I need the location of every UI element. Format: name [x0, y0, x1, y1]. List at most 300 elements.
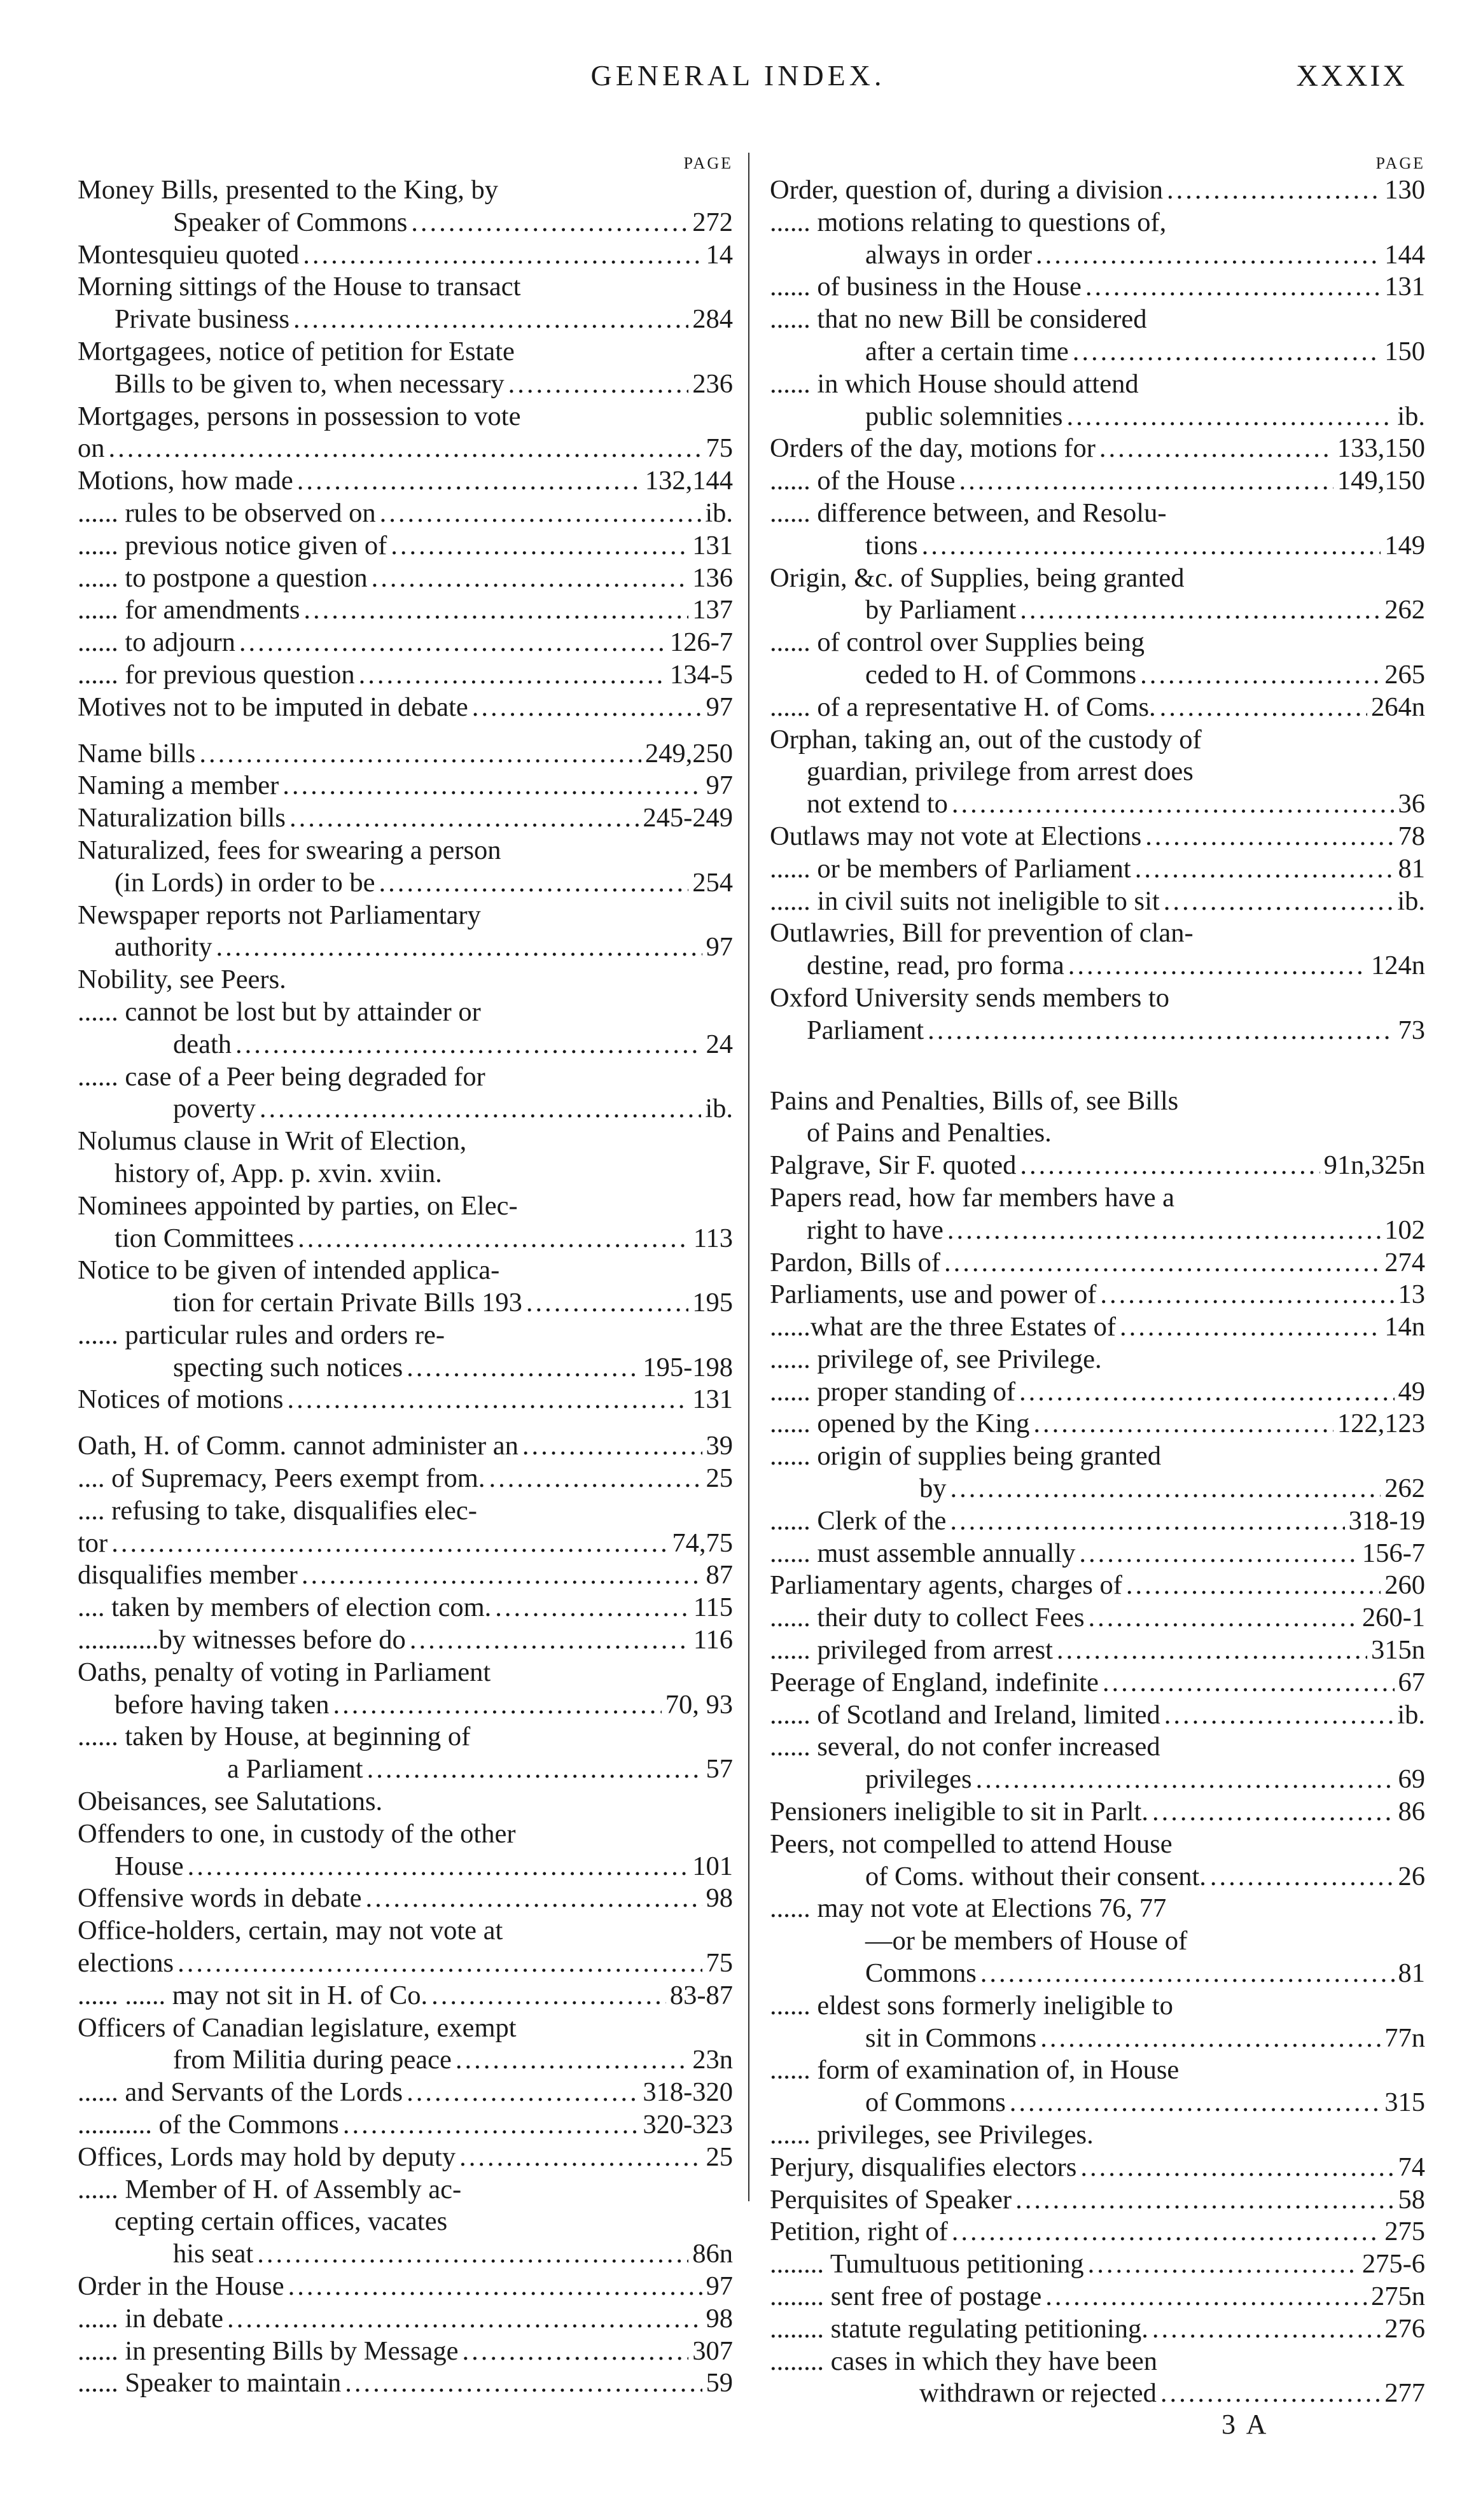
index-entry	[770, 1667, 1425, 1699]
entry-text: ...... that no new Bill be considered	[770, 304, 1147, 335]
index-entry	[78, 1559, 733, 1592]
entry-text: Perquisites of Speaker	[770, 2184, 1012, 2215]
dot-leader	[239, 627, 666, 659]
entry-page-ref: 144	[1384, 239, 1425, 270]
entry-text: ...... for amendments	[78, 595, 300, 625]
entry-text: Pensioners ineligible to sit in Parlt.	[770, 1797, 1148, 1827]
index-entry	[78, 1624, 733, 1657]
entry-page-ref: 132,144	[644, 466, 733, 496]
entry-text: ...... their duty to collect Fees	[770, 1603, 1085, 1633]
index-entry	[78, 1029, 733, 1061]
entry-text: Parliaments, use and power of	[770, 1279, 1097, 1310]
entry-text: ...... of control over Supplies being	[770, 627, 1145, 658]
entry-text: Petition, right of	[770, 2217, 948, 2247]
entry-page-ref: 150	[1384, 336, 1425, 366]
entry-text: after a certain time	[865, 336, 1069, 366]
entry-page-ref: 320-323	[643, 2110, 733, 2140]
dot-leader	[495, 1592, 690, 1624]
index-entry	[770, 1764, 1425, 1796]
entry-page-ref: 131	[692, 530, 733, 560]
index-entry	[770, 2087, 1425, 2119]
entry-text: Papers read, how far members have a	[770, 1182, 1175, 1213]
entry-text: Pardon, Bills of	[770, 1247, 940, 1277]
index-entry	[78, 1061, 733, 1094]
index-entry	[770, 1279, 1425, 1311]
dot-leader	[288, 2271, 702, 2303]
entry-page-ref: 73	[1398, 1015, 1425, 1045]
dot-leader	[410, 1624, 690, 1657]
entry-page-ref: 49	[1398, 1376, 1425, 1407]
dot-leader	[1100, 1279, 1394, 1311]
entry-text: Order in the House	[78, 2271, 284, 2301]
entry-text: history of, App. p. xvin. xviin.	[115, 1158, 442, 1188]
index-entry	[78, 2238, 733, 2271]
entry-page-ref: 91n,325n	[1323, 1150, 1425, 1181]
index-entry	[78, 465, 733, 498]
index-entry	[770, 821, 1425, 853]
entry-page-ref: 58	[1398, 2184, 1425, 2215]
entry-text: Commons	[865, 1958, 977, 1989]
entry-text: ............by witnesses before do	[78, 1625, 406, 1655]
dot-leader	[1135, 853, 1395, 886]
entry-page-ref: 67	[1398, 1667, 1425, 1697]
index-entry	[78, 1384, 733, 1416]
index-entry	[770, 2248, 1425, 2281]
entry-text: ...... form of examination of, in House	[770, 2055, 1180, 2085]
index-entry	[78, 1255, 733, 1287]
entry-page-ref: 272	[692, 207, 733, 237]
entry-page-ref: 83-87	[669, 1980, 733, 2010]
entry-text: withdrawn or rejected	[919, 2378, 1157, 2409]
index-entry	[770, 594, 1425, 627]
entry-page-ref: 260-1	[1361, 1603, 1425, 1633]
dot-leader	[1089, 1602, 1358, 1634]
dot-leader	[298, 1223, 690, 1255]
index-entry	[78, 931, 733, 964]
entry-text: Naturalized, fees for swearing a person	[78, 835, 501, 865]
index-entry	[78, 738, 733, 770]
index-entry	[78, 2303, 733, 2336]
entry-page-ref: 102	[1384, 1215, 1425, 1245]
entry-text: ...... case of a Peer being degraded for	[78, 1061, 485, 1092]
dot-leader	[1103, 1667, 1395, 1699]
entry-text: ......what are the three Estates of	[770, 1312, 1117, 1342]
index-entry	[78, 1352, 733, 1384]
entry-text: .... taken by members of election com.	[78, 1592, 492, 1623]
entry-text: ...... in which House should attend	[770, 368, 1139, 399]
entry-page-ref: 39	[706, 1431, 733, 1461]
entry-text: destine, read, pro forma	[807, 950, 1064, 981]
index-entry	[78, 1190, 733, 1223]
entry-page-ref: 23n	[692, 2045, 733, 2075]
index-entry	[78, 1980, 733, 2012]
entry-text: elections	[78, 1948, 174, 1979]
entry-page-ref: 26	[1398, 1861, 1425, 1891]
entry-text: cepting certain offices, vacates	[115, 2206, 448, 2237]
index-column-left	[78, 153, 733, 2400]
dot-leader	[489, 1463, 702, 1495]
entry-text: Speaker of Commons	[173, 207, 408, 237]
entry-page-ref: 36	[1398, 789, 1425, 819]
dot-leader	[1068, 950, 1367, 982]
dot-leader	[947, 1215, 1381, 1247]
entry-page-ref: 97	[706, 2271, 733, 2301]
entry-text: ...... Speaker to maintain	[78, 2368, 342, 2398]
dot-leader	[1120, 1311, 1381, 1344]
entry-text: Motions, how made	[78, 466, 293, 496]
entry-page-ref: 113	[693, 1223, 733, 1253]
index-entry	[78, 303, 733, 336]
entry-text: ...... rules to be observed on	[78, 498, 376, 528]
index-entry	[770, 336, 1425, 368]
index-entry	[770, 1958, 1425, 1990]
page-number: XXXIX	[1296, 59, 1407, 93]
entry-page-ref: 254	[692, 867, 733, 898]
dot-leader	[343, 2109, 639, 2141]
index-entry	[770, 950, 1425, 982]
entry-text: Nobility, see Peers.	[78, 964, 286, 995]
entry-page-ref: 25	[706, 2141, 733, 2172]
entry-text: ...... must assemble annually	[770, 1538, 1076, 1568]
dot-leader	[1066, 401, 1393, 433]
entry-text: Bills to be given to, when necessary	[115, 368, 505, 399]
index-entry	[770, 1861, 1425, 1893]
dot-leader	[1019, 1376, 1395, 1409]
entry-text: ...... in debate	[78, 2303, 223, 2334]
dot-leader	[411, 207, 688, 239]
entry-text: ...... of business in the House	[770, 272, 1082, 302]
entry-text: Palgrave, Sir F. quoted	[770, 1150, 1017, 1181]
index-entry	[770, 982, 1425, 1015]
index-entry	[770, 1505, 1425, 1538]
index-entry	[770, 433, 1425, 465]
entry-text: Motives not to be imputed in debate	[78, 692, 468, 722]
entry-page-ref: 14	[706, 239, 733, 270]
index-entry	[78, 1753, 733, 1786]
entry-text: ........ statute regulating petitioning.	[770, 2313, 1148, 2344]
dot-leader	[522, 1430, 702, 1463]
index-entry	[770, 756, 1425, 788]
index-entry	[770, 853, 1425, 886]
index-entry	[770, 368, 1425, 401]
entry-text: ...... privilege of, see Privilege.	[770, 1344, 1102, 1374]
dot-leader	[928, 1015, 1394, 1047]
entry-text: Naming a member	[78, 770, 279, 801]
index-entry	[770, 2313, 1425, 2346]
entry-page-ref: 57	[706, 1754, 733, 1785]
index-entry	[770, 207, 1425, 239]
entry-text: always in order	[865, 239, 1032, 270]
index-entry	[78, 867, 733, 900]
index-entry	[78, 433, 733, 465]
index-entry	[78, 1287, 733, 1319]
entry-page-ref: 277	[1384, 2378, 1425, 2409]
entry-page-ref: 124n	[1371, 950, 1425, 981]
entry-text: ...... proper standing of	[770, 1376, 1015, 1407]
dot-leader	[456, 2044, 688, 2077]
entry-page-ref: 265	[1384, 659, 1425, 690]
index-entry	[78, 835, 733, 867]
dot-leader	[235, 1029, 702, 1061]
dot-leader	[1073, 336, 1381, 368]
entry-text: ...... in civil suits not ineligible to sit	[770, 886, 1160, 916]
entry-text: death	[173, 1029, 232, 1059]
index-entry	[770, 1440, 1425, 1473]
index-entry	[78, 1495, 733, 1528]
index-entry	[78, 530, 733, 562]
entry-text: Morning sittings of the House to transact	[78, 272, 521, 302]
index-entry	[770, 788, 1425, 821]
entry-text: Money Bills, presented to the King, by	[78, 175, 499, 205]
entry-page-ref: 318-19	[1348, 1505, 1425, 1536]
index-entry	[78, 1689, 733, 1722]
entry-page-ref: 77n	[1384, 2022, 1425, 2053]
entry-text: ........ sent free of postage	[770, 2281, 1042, 2311]
dot-leader	[1020, 1150, 1319, 1182]
entry-text: ...... taken by House, at beginning of	[78, 1722, 471, 1752]
entry-text: specting such notices	[173, 1352, 403, 1382]
index-entry	[78, 1528, 733, 1560]
entry-page-ref: 13	[1398, 1279, 1425, 1310]
dot-leader	[1164, 1699, 1394, 1732]
index-entry	[770, 401, 1425, 433]
index-entry	[770, 562, 1425, 595]
entry-text: ........ cases in which they have been	[770, 2346, 1157, 2376]
entry-text: Montesquieu quoted	[78, 239, 300, 270]
entry-text: Perjury, disqualifies electors	[770, 2152, 1077, 2182]
index-entry	[78, 174, 733, 207]
dot-leader	[1033, 1408, 1333, 1440]
column-divider	[748, 153, 749, 2201]
entry-text: from Militia during peace	[173, 2045, 452, 2075]
entry-page-ref: 134-5	[669, 659, 733, 690]
dot-leader	[526, 1287, 688, 1319]
entry-text: ...... Member of H. of Assembly ac-	[78, 2174, 462, 2204]
entry-page-ref: 136	[692, 562, 733, 593]
index-entry	[78, 996, 733, 1029]
entry-text: ...... ...... may not sit in H. of Co.	[78, 1980, 428, 2010]
index-entry	[770, 2054, 1425, 2087]
entry-text: before having taken	[115, 1689, 330, 1720]
entry-text: Notices of motions	[78, 1384, 284, 1415]
index-entry	[770, 2377, 1425, 2410]
dot-leader	[282, 770, 702, 802]
entry-page-ref: ib.	[705, 1094, 733, 1124]
dot-leader	[944, 1247, 1381, 1279]
dot-leader	[1080, 2152, 1394, 2184]
dot-leader	[1010, 2087, 1381, 2119]
entry-page-ref: 195	[692, 1288, 733, 1318]
entry-page-ref: 69	[1398, 1764, 1425, 1795]
entry-page-ref: 275	[1384, 2217, 1425, 2247]
index-entry	[770, 1634, 1425, 1667]
dot-leader	[1152, 1796, 1395, 1828]
entry-page-ref: 307	[692, 2336, 733, 2366]
index-entry	[770, 2184, 1425, 2217]
entry-text: Pains and Penalties, Bills of, see Bills	[770, 1085, 1179, 1116]
entry-text: Name bills	[78, 738, 196, 769]
entry-text: Origin, &c. of Supplies, being granted	[770, 562, 1185, 593]
entry-page-ref: 318-320	[643, 2077, 733, 2108]
entry-text: Offensive words in debate	[78, 1883, 362, 1914]
dot-leader	[952, 788, 1395, 821]
entry-page-ref: 236	[692, 368, 733, 399]
dot-leader	[303, 239, 702, 272]
index-entry	[78, 2077, 733, 2109]
index-entry	[770, 1311, 1425, 1344]
index-entry	[770, 239, 1425, 272]
entry-page-ref: 133,150	[1337, 433, 1425, 464]
index-entry	[770, 498, 1425, 530]
dot-leader	[1099, 433, 1333, 465]
index-entry	[770, 2152, 1425, 2184]
index-entry	[770, 1408, 1425, 1440]
dot-leader	[372, 562, 689, 595]
index-entry	[770, 465, 1425, 498]
index-entry	[770, 1570, 1425, 1602]
dot-leader	[952, 2216, 1381, 2248]
entry-text: sit in Commons	[865, 2022, 1037, 2053]
index-entry	[78, 368, 733, 401]
index-entry	[770, 1117, 1425, 1150]
entry-page-ref: ib.	[705, 498, 733, 528]
index-entry	[770, 2346, 1425, 2378]
dot-leader	[1152, 2313, 1381, 2346]
index-entry	[78, 1786, 733, 1818]
entry-page-ref: 97	[706, 770, 733, 801]
entry-text: disqualifies member	[78, 1560, 298, 1591]
dot-leader	[391, 530, 688, 562]
entry-page-ref: ib.	[1397, 401, 1425, 431]
entry-page-ref: 86n	[692, 2239, 733, 2269]
dot-leader	[111, 1528, 668, 1560]
index-entry	[770, 303, 1425, 336]
dot-leader	[407, 2077, 639, 2109]
page-column-label: PAGE	[1375, 154, 1425, 172]
dot-leader	[950, 1505, 1344, 1538]
entry-text: Obeisances, see Salutations.	[78, 1786, 383, 1817]
dot-leader	[293, 303, 688, 336]
entry-text: ...... motions relating to questions of,	[770, 207, 1167, 237]
entry-page-ref: 97	[706, 932, 733, 963]
index-entry	[770, 1796, 1425, 1828]
entry-text: ...... privileges, see Privileges.	[770, 2120, 1094, 2150]
dot-leader	[257, 2238, 688, 2271]
dot-leader	[260, 1093, 701, 1125]
dot-leader	[199, 738, 641, 770]
dot-leader	[297, 465, 641, 498]
dot-leader	[1036, 239, 1381, 272]
entry-page-ref: 87	[706, 1560, 733, 1591]
entry-text: Orphan, taking an, out of the custody of	[770, 724, 1202, 755]
entry-text: ...... opened by the King	[770, 1409, 1030, 1439]
entry-text: Mortgages, persons in possession to vote	[78, 401, 521, 431]
entry-text: Outlaws may not vote at Elections	[770, 821, 1142, 851]
index-entry	[78, 1158, 733, 1190]
entry-page-ref: 70, 93	[665, 1689, 733, 1720]
dot-leader	[178, 1947, 702, 1980]
entry-page-ref: 274	[1384, 1247, 1425, 1277]
entry-page-ref: 75	[706, 433, 733, 464]
dot-leader	[1126, 1570, 1381, 1602]
index-entry	[78, 2271, 733, 2303]
entry-page-ref: 131	[1384, 272, 1425, 302]
index-entry	[78, 1592, 733, 1624]
index-entry	[770, 1015, 1425, 1047]
entry-page-ref: 98	[706, 1883, 733, 1914]
entry-text: of Commons	[865, 2087, 1006, 2118]
dot-leader	[216, 931, 702, 964]
entry-text: ........... of the Commons	[78, 2110, 339, 2140]
index-column-right	[770, 153, 1425, 2410]
entry-text: House	[115, 1851, 184, 1881]
entry-page-ref: 260	[1384, 1570, 1425, 1601]
entry-text: ...... difference between, and Resolu-	[770, 498, 1167, 528]
index-entry	[78, 594, 733, 627]
index-entry	[78, 692, 733, 724]
index-entry	[770, 1699, 1425, 1732]
entry-page-ref: 75	[706, 1948, 733, 1979]
entry-text: ...... previous notice given of	[78, 530, 387, 560]
index-entry	[770, 1247, 1425, 1279]
entry-text: Naturalization bills	[78, 803, 286, 833]
index-entry	[770, 2216, 1425, 2248]
entry-text: —or be members of House of	[865, 1926, 1188, 1956]
signature-mark: 3 A	[1222, 2409, 1269, 2440]
index-entry	[770, 271, 1425, 303]
index-entry	[770, 627, 1425, 659]
dot-leader	[1079, 1538, 1358, 1570]
entry-text: ...... several, do not confer increased	[770, 1732, 1160, 1762]
entry-page-ref: ib.	[1397, 886, 1425, 916]
entry-page-ref: 149	[1384, 530, 1425, 560]
entry-page-ref: 24	[706, 1029, 733, 1059]
index-entry	[770, 1893, 1425, 1925]
index-entry	[78, 498, 733, 530]
index-entry	[770, 1376, 1425, 1409]
entry-text: Notice to be given of intended applica-	[78, 1255, 500, 1286]
entry-page-ref: 74,75	[672, 1528, 733, 1558]
dot-leader	[1057, 1634, 1367, 1667]
entry-text: right to have	[807, 1215, 943, 1245]
entry-page-ref: 116	[693, 1625, 733, 1655]
dot-leader	[508, 368, 689, 401]
dot-leader	[1040, 2022, 1381, 2055]
dot-leader	[287, 1384, 688, 1416]
entry-page-ref: 115	[693, 1592, 733, 1623]
dot-leader	[1140, 659, 1381, 692]
entry-page-ref: 315	[1384, 2087, 1425, 2118]
entry-text: ...... to postpone a question	[78, 562, 368, 593]
index-entry	[770, 1085, 1425, 1118]
entry-page-ref: 156-7	[1361, 1538, 1425, 1568]
entry-text: Oaths, penalty of voting in Parliament	[78, 1657, 491, 1687]
entry-text: Nolumus clause in Writ of Election,	[78, 1126, 467, 1157]
entry-text: tion for certain Private Bills 193	[173, 1288, 522, 1318]
index-entry	[770, 1828, 1425, 1861]
dot-leader	[302, 1559, 702, 1592]
entry-page-ref: 275-6	[1361, 2249, 1425, 2280]
index-entry	[78, 2336, 733, 2368]
entry-page-ref: 275n	[1371, 2281, 1425, 2311]
index-entry	[78, 1915, 733, 1947]
entry-page-ref: 78	[1398, 821, 1425, 851]
dot-leader	[1020, 594, 1381, 627]
dot-leader	[1210, 1861, 1395, 1893]
page-header	[0, 59, 1476, 109]
entry-text: ...... of the House	[770, 466, 956, 496]
dot-leader	[459, 2141, 702, 2174]
